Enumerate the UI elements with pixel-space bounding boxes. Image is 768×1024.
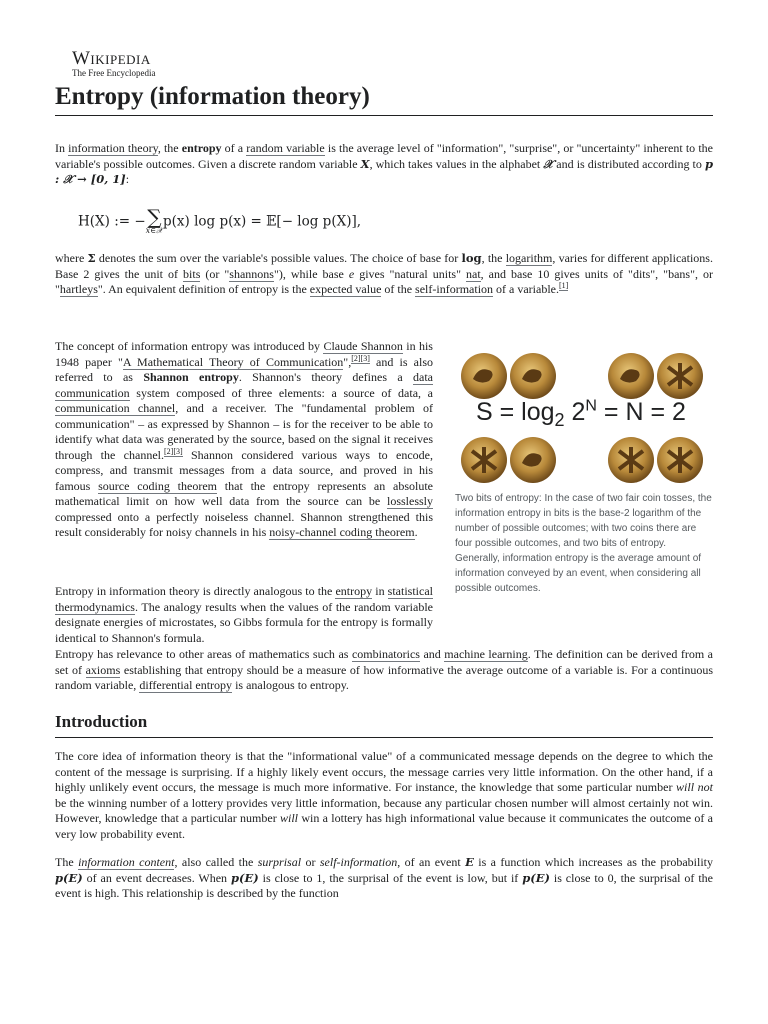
link-mathematical-theory[interactable]: A Mathematical Theory of Communication <box>122 354 344 369</box>
coin-tail-icon <box>657 437 703 483</box>
link-data-communication[interactable]: data communication <box>55 370 434 400</box>
link-communication-channel[interactable]: communication channel <box>55 401 176 415</box>
infocontent-paragraph: The information content, also called the surprisal or self-information, of an event E is a function which increases as the probability p(E) of an event decreases. When p(E) is close to 1, the surprisal of the event is low, but if p(E) is close to 0, the surprisal of the event is high. This relationship is described by the function <box>55 855 714 900</box>
coin-tail-icon <box>608 437 654 483</box>
link-bits[interactable]: bits <box>183 266 201 281</box>
section-heading-introduction: Introduction <box>55 711 713 738</box>
link-noisy-channel[interactable]: noisy-channel coding theorem <box>269 525 415 539</box>
link-source-coding-theorem[interactable]: source coding theorem <box>98 478 217 493</box>
ref-1[interactable]: [1] <box>559 281 569 290</box>
wikipedia-logo[interactable] <box>72 49 155 79</box>
page-title: Entropy (information theory) <box>55 82 713 116</box>
relevance-paragraph: Entropy has relevance to other areas of mathematics such as combinatorics and machine learning. The definition can be derived from a set of axioms establishing that entropy should be a measure of how informative the average outcome of a variable is. For a continuous random variable, differential entropy is analogous to entropy. <box>55 647 714 692</box>
intro-paragraph: In information theory, the entropy of a random variable is the average level of "information", "surprise", or "uncertainty" inherent to the variable's possible outcomes. Given a discrete random variable X, which takes values in the alphabet 𝒳 and is distributed according to p : 𝒳 → [0, 1]: <box>55 141 714 186</box>
coin-tail-icon <box>461 437 507 483</box>
link-machine-learning[interactable]: machine learning <box>444 647 528 661</box>
math-distribution: p : 𝒳 → [0, 1] <box>55 156 714 186</box>
link-random-variable[interactable]: random variable <box>246 141 325 155</box>
math-alphabet: 𝒳 <box>543 156 554 171</box>
link-self-information[interactable]: self-information <box>415 282 494 296</box>
sum-symbol: ∑ x∈𝒳 <box>145 205 163 235</box>
figure-equation: $S = \log_2 2^N = N = 2$ <box>476 397 686 430</box>
link-statistical-thermodynamics[interactable]: statistical thermodynamics <box>55 584 433 614</box>
entropy-formula: H(X) := − ∑ x∈𝒳 p(x) log p(x) = 𝔼[− log p(X)], <box>78 205 362 235</box>
link-hartleys[interactable]: hartleys <box>59 282 98 296</box>
coin-head-icon <box>608 353 654 399</box>
coin-tail-icon <box>657 353 703 399</box>
core-paragraph: The core idea of information theory is that the "informational value" of a communicated message depends on the degree to which the content of the message is surprising. If a highly likely event occurs, the message carries very little information. On the other hand, if a highly unlikely event occurs, the message is much more informative. For instance, the knowledge that some particular number will not be the winning number of a lottery provides very little information, because any particular chosen number will almost certainly not win. However, knowledge that a particular number will win a lottery has high informational value because it communicates the outcome of a very low probability event. <box>55 749 713 841</box>
link-claude-shannon[interactable]: Claude Shannon <box>323 339 403 353</box>
link-shannons[interactable]: shannons <box>229 266 274 281</box>
math-x: X <box>360 156 370 171</box>
link-nat[interactable]: nat <box>466 266 481 281</box>
link-logarithm[interactable]: logarithm <box>505 251 553 265</box>
where-paragraph: where Σ denotes the sum over the variable's possible values. The choice of base for log, the logarithm, varies for different applications. Base 2 gives the unit of bits (or "shannons"), while base e gives "natural units" nat, and base 10 gives units of "dits", "bans", or "hartleys". An equivalent definition of entropy is the expected value of the self-information of a variable.[1] <box>55 251 713 296</box>
logo-tagline: The Free Encyclopedia <box>72 68 156 78</box>
link-losslessly[interactable]: losslessly <box>386 494 433 508</box>
figure-caption: Two bits of entropy: In the case of two fair coin tosses, the information entropy in bits is the base-2 logarithm of the number of possible outcomes; with two coins there are four possible outcomes, and two bits of entropy. Generally, information entropy is the average amount of information conveyed by an event, when considering all possible outcomes. <box>455 493 712 594</box>
link-entropy[interactable]: entropy <box>335 584 373 598</box>
link-differential-entropy[interactable]: differential entropy <box>139 678 233 692</box>
coin-head-icon <box>510 437 556 483</box>
logo-wordmark: Wikipedia <box>72 48 151 69</box>
coin-head-icon <box>510 353 556 399</box>
ref-2-3-b[interactable]: [2][3] <box>164 446 183 456</box>
link-information-theory[interactable]: information theory <box>68 141 158 155</box>
concept-paragraph: The concept of information entropy was introduced by Claude Shannon in his 1948 paper "A Mathematical Theory of Communication",[2][3] and is also referred to as Shannon entropy. Shannon's theory defines a data communication system composed of three elements: a source of data, a communication channel, and a receiver. The "fundamental problem of communication" – as expressed by Shannon – is for the receiver to be able to identify what data was generated by the source, based on the signal it receives through the channel.[2][3] Shannon considered various ways to encode, compress, and transmit messages from a data source, and proved in his famous source coding theorem that the entropy represents an absolute mathematical limit on how well data from the source can be losslessly compressed onto a perfectly noiseless channel. Shannon strengthened this result considerably for noisy channels in his noisy-channel coding theorem. <box>55 339 434 539</box>
analog-paragraph: Entropy in information theory is directly analogous to the entropy in statistical thermodynamics. The analogy results when the values of the random variable designate energies of microstates, so Gibbs formula for the entropy is formally identical to Shannon's formula. <box>55 584 433 645</box>
coin-head-icon <box>461 353 507 399</box>
link-information-content[interactable]: information content <box>78 855 175 869</box>
ref-2-3[interactable]: [2][3] <box>351 353 370 363</box>
link-combinatorics[interactable]: combinatorics <box>351 647 420 661</box>
link-expected-value[interactable]: expected value <box>309 282 382 296</box>
link-axioms[interactable]: axioms <box>85 662 121 677</box>
